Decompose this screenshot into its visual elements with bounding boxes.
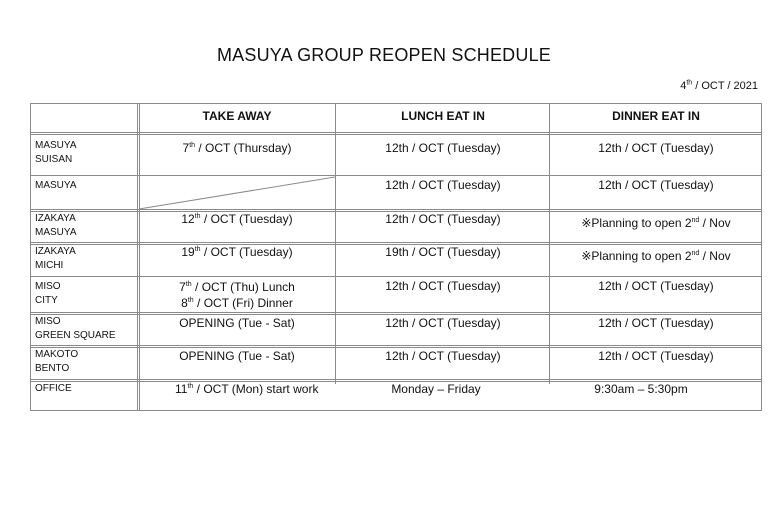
row-name: MASUYA [35, 180, 77, 191]
take-away-cell: OPENING (Tue - Sat) [179, 316, 295, 330]
row-divider [31, 345, 761, 348]
dinner-cell: ※Planning to open 2nd / Nov [581, 249, 731, 263]
take-away-cell: 7th / OCT (Thu) Lunch 8th / OCT (Fri) Dinner [179, 280, 295, 310]
page-title: MASUYA GROUP REOPEN SCHEDULE [216, 45, 551, 65]
row-name: MISO CITY [35, 281, 61, 306]
dinner-cell: 12th / OCT (Tuesday) [598, 349, 714, 363]
dinner-cell: 12th / OCT (Tuesday) [598, 178, 714, 192]
take-away-cell: OPENING (Tue - Sat) [179, 349, 295, 363]
take-away-cell: 19th / OCT (Tuesday) [181, 245, 293, 259]
row-divider [31, 276, 761, 277]
row-divider [31, 132, 761, 135]
office-start-cell: 11th / OCT (Mon) start work [175, 382, 319, 396]
lunch-cell: 12th / OCT (Tuesday) [385, 212, 501, 226]
dinner-cell: 12th / OCT (Tuesday) [598, 316, 714, 330]
lunch-cell: 12th / OCT (Tuesday) [385, 316, 501, 330]
lunch-cell: 12th / OCT (Tuesday) [385, 349, 501, 363]
header-take-away: TAKE AWAY [202, 109, 272, 123]
lunch-cell: 19th / OCT (Tuesday) [385, 245, 501, 259]
lunch-cell: 12th / OCT (Tuesday) [385, 178, 501, 192]
lunch-cell: 12th / OCT (Tuesday) [385, 279, 501, 293]
row-name: MISO GREEN SQUARE [35, 316, 116, 341]
diagonal-strike [139, 176, 335, 210]
lunch-cell: 12th / OCT (Tuesday) [385, 141, 501, 155]
office-days-cell: Monday – Friday [391, 382, 481, 396]
row-name: IZAKAYA MICHI [35, 246, 76, 271]
office-hours-cell: 9:30am – 5:30pm [594, 382, 688, 396]
row-name: OFFICE [35, 383, 72, 394]
row-name: MAKOTO BENTO [35, 349, 79, 374]
row-name: IZAKAYA MASUYA [35, 213, 77, 238]
header-dinner-eat-in: DINNER EAT IN [612, 109, 700, 123]
schedule-table [30, 103, 762, 411]
dinner-cell: 12th / OCT (Tuesday) [598, 141, 714, 155]
dinner-cell: ※Planning to open 2nd / Nov [581, 216, 731, 230]
row-name: MASUYA SUISAN [35, 140, 77, 165]
header-lunch-eat-in: LUNCH EAT IN [401, 109, 485, 123]
row-divider [31, 312, 761, 315]
take-away-cell: 12th / OCT (Tuesday) [181, 212, 293, 226]
dinner-cell: 12th / OCT (Tuesday) [598, 279, 714, 293]
take-away-cell: 7th / OCT (Thursday) [182, 141, 292, 155]
document-date: 4th / OCT / 2021 [680, 79, 758, 92]
